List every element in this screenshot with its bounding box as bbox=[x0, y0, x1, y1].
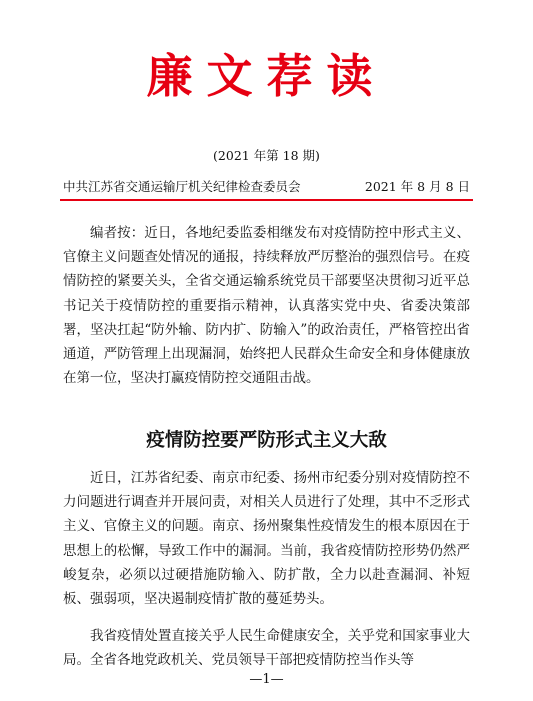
page-number: —1— bbox=[249, 672, 284, 687]
organization-name: 中共江苏省交通运输厅机关纪律检查委员会 bbox=[63, 179, 301, 194]
issue-date: 2021 年 8 月 8 日 bbox=[364, 179, 470, 194]
issue-number: (2021 年第 18 期) bbox=[213, 148, 320, 163]
red-divider bbox=[60, 199, 473, 201]
editor-note: 编者按：近日，各地纪委监委相继发布对疫情防控中形式主义、官僚主义问题查处情况的通报，持续释放严厉整治的强烈信号。在疫情防控的紧要关头，全省交通运输系统党员干部要坚决贯彻习近平总书记关于疫情防控的重要指示精神，认真落实党中央、省委决策部署，坚决扛起“防外输、防内扩、防输入”的政治责任，严格管控出省通道，严防管理上出现漏洞，始终把人民群众生命安全和身体健康放在第一位，坚决打赢疫情防控交通阻击战。 bbox=[63, 225, 470, 387]
article-paragraph: 近日，江苏省纪委、南京市纪委、扬州市纪委分别对疫情防控不力问题进行调查并开展问责，对相关人员进行了处理，其中不乏形式主义、官僚主义的问题。南京、扬州聚集性疫情发生的根本原因在于思想上的松懈，导致工作中的漏洞。当前，我省疫情防控形势仍然严峻复杂，必须以过硬措施防输入、防扩散，全力以赴查漏洞、补短板、强弱项，坚决遏制疫情扩散的蔓延势头。 bbox=[63, 470, 470, 608]
masthead-title: 廉文荐读 bbox=[146, 49, 387, 103]
article-title: 疫情防控要严防形式主义大敌 bbox=[146, 430, 387, 451]
article-paragraph: 我省疫情处置直接关乎人民生命健康安全，关乎党和国家事业大局。全省各地党政机关、党员领导干部把疫情防控当作头等 bbox=[63, 628, 470, 669]
